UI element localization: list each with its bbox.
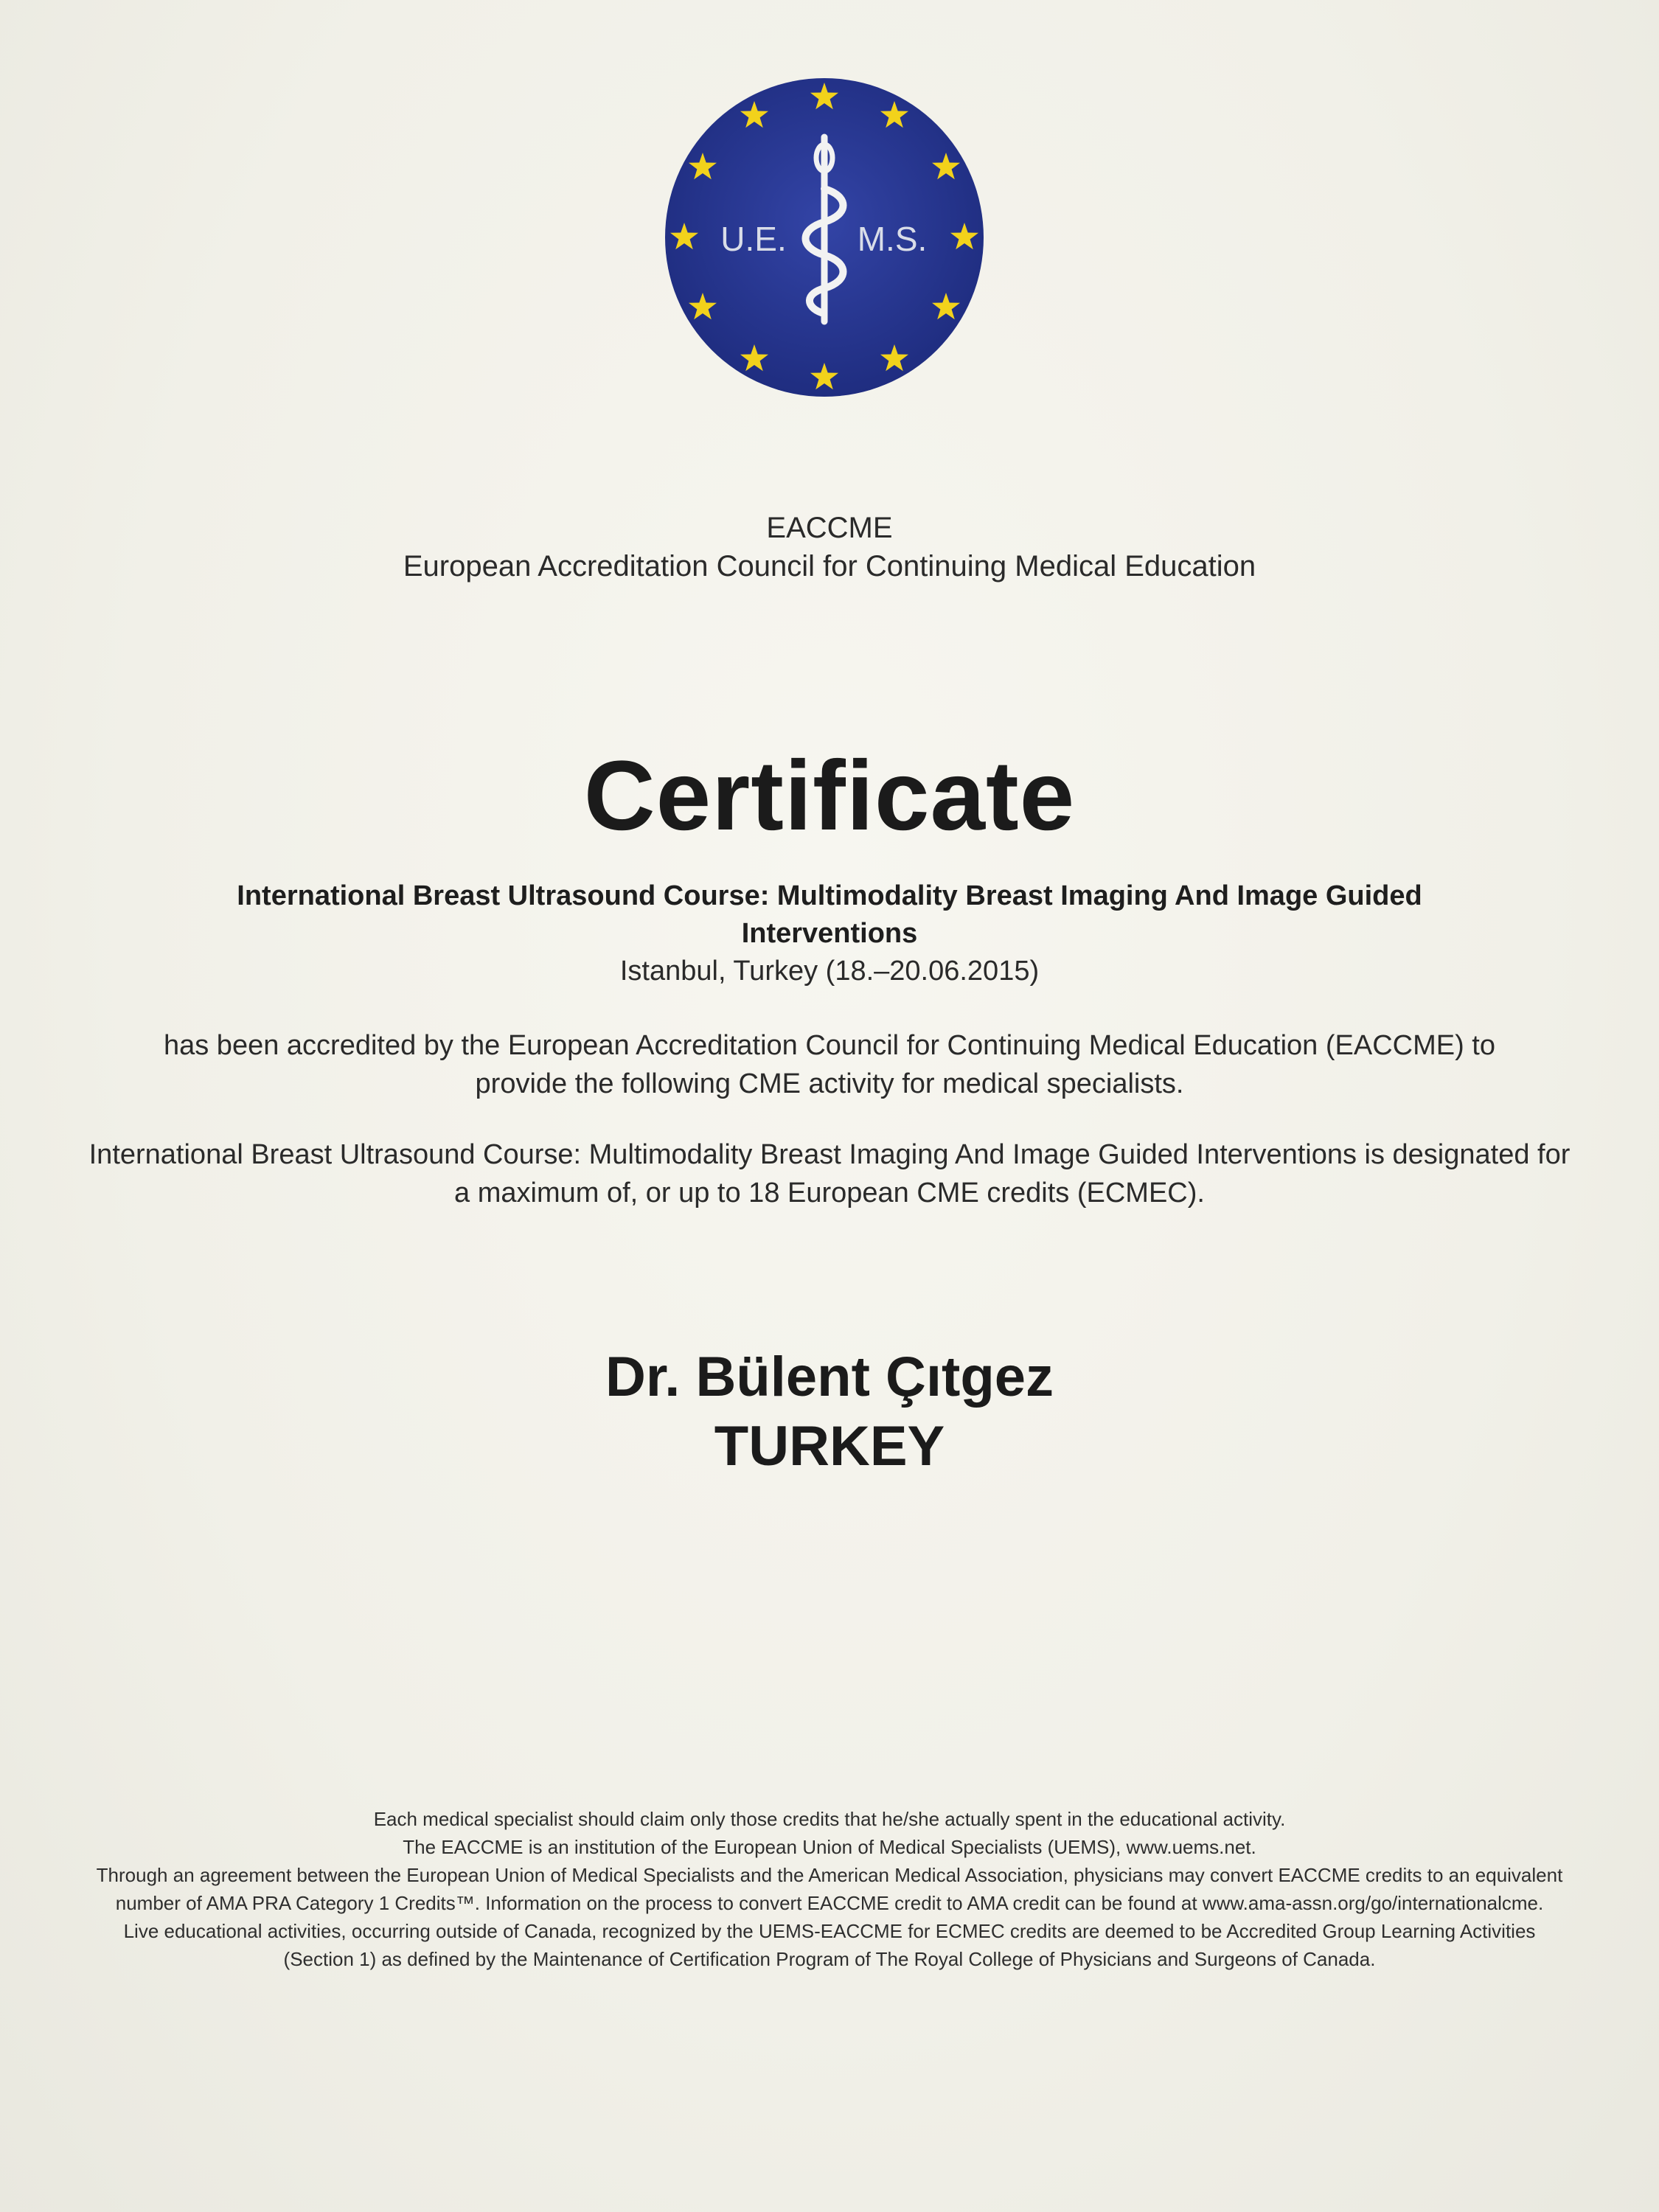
footer-note-claim: Each medical specialist should claim only those credits that he/she actually spent in the educational activity. — [373, 1808, 1286, 1830]
organization-short-name: EACCME — [766, 512, 893, 544]
uems-logo — [665, 78, 984, 397]
credits-statement: International Breast Ultrasound Course: Multimodality Breast Imaging And Image Guided Interventions is designated for a maximum of, or up to 18 European CME credits (ECMEC). — [88, 1139, 1571, 1208]
recipient-name: Dr. Bülent Çıtgez — [605, 1346, 1054, 1408]
accreditation-statement: has been accredited by the European Accreditation Council for Continuing Medical Education (EACCME) to provide the following CME activity for medical specialists. — [163, 1030, 1495, 1099]
certificate-title: Certificate — [583, 741, 1076, 851]
course-location: Istanbul, Turkey (18.–20.06.2015) — [619, 956, 1040, 987]
course-title: International Breast Ultrasound Course: Multimodality Breast Imaging And Image Guided Interventions — [237, 880, 1422, 949]
footer-note-ama-conversion: Through an agreement between the European Union of Medical Specialists and the American Medical Association, physicians may convert EACCME credits to an equivalent number of AMA PRA Category 1 Credits™. Information on the process to convert EACCME credit to AMA credit can be found at www.ama-assn.org/go/internationalcme. — [96, 1864, 1563, 1914]
logo-text-left: U.E. — [720, 220, 787, 258]
footer-note-institution: The EACCME is an institution of the European Union of Medical Specialists (UEMS), www.uems.net. — [403, 1836, 1256, 1858]
logo-text-right: M.S. — [857, 220, 928, 258]
organization-full-name: European Accreditation Council for Continuing Medical Education — [403, 550, 1256, 582]
footer-notes — [88, 1805, 1571, 1973]
footer-note-canada: Live educational activities, occurring outside of Canada, recognized by the UEMS-EACCME for ECMEC credits are deemed to be Accredited Group Learning Activities (Section 1) as defined by the Maintenance of Certification Program of The Royal College of Physicians and Surgeons of Canada. — [123, 1920, 1536, 1970]
recipient-country: TURKEY — [714, 1415, 945, 1478]
